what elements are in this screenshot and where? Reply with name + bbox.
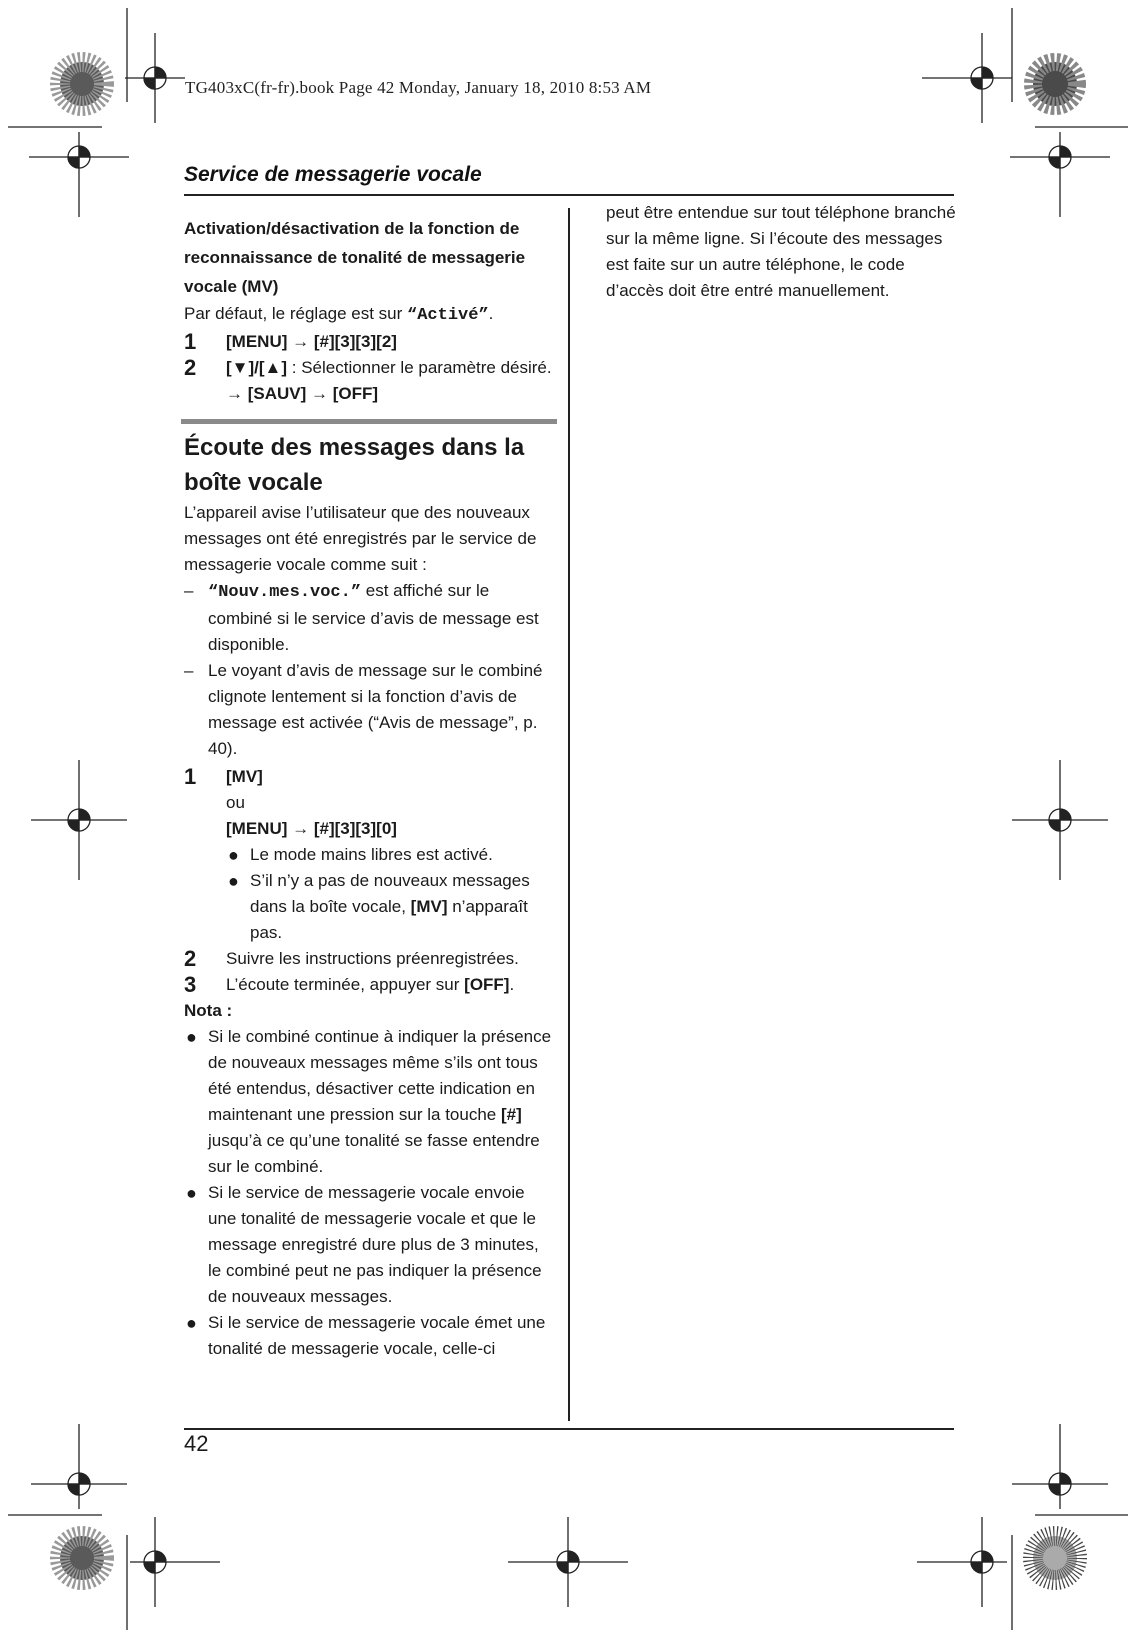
bullet-item: ● Le mode mains libres est activé. xyxy=(226,842,554,868)
page-number: 42 xyxy=(184,1431,209,1456)
sub-heading: Activation/désactivation de la fonction de reconnaissance de tonalité de messagerie vocale (MV) xyxy=(184,219,526,296)
nota-label: Nota : xyxy=(184,1001,233,1020)
default-setting: Par défaut, le réglage est sur “Activé”. xyxy=(184,304,494,325)
bullet-icon: ● xyxy=(186,1183,197,1203)
bullet-icon: ● xyxy=(186,1313,197,1333)
note-item: ● Si le combiné continue à indiquer la présence de nouveaux messages même s’ils ont tous été entendus, désactiver cette indication en maintenant une pression sur la touche [#] jusqu’à ce qu’une tonalité se fasse entendre sur le combiné. xyxy=(184,1024,554,1180)
print-header: TG403xC(fr-fr).book Page 42 Monday, January 18, 2010 8:53 AM xyxy=(185,78,652,97)
section-title: Service de messagerie vocale xyxy=(184,163,482,186)
bullet-icon: ● xyxy=(186,1027,197,1047)
note-item: ● Si le service de messagerie vocale envoie une tonalité de messagerie vocale et que le message enregistré dure plus de 3 minutes, le combiné peut ne pas indiquer la présence de nouveaux messages. xyxy=(184,1180,554,1310)
listen-step-1: 1 [MV] ou [MENU] → [#][3][3][0] ● Le mode mains libres est activé. ● S’il n’y a pas de nouveaux messages dans la boîte vocale, [MV] n’apparaît pas. xyxy=(184,764,554,946)
bullet-icon: ● xyxy=(228,845,239,865)
title-rule xyxy=(184,194,954,196)
intro-paragraph: L’appareil avise l’utilisateur que des nouveaux messages ont été enregistrés par le service de messagerie vocale comme suit : xyxy=(184,503,537,574)
bullet-item: ● S’il n’y a pas de nouveaux messages dans la boîte vocale, [MV] n’apparaît pas. xyxy=(226,868,554,946)
bullet-icon: ● xyxy=(228,871,239,891)
continued-text: peut être entendue sur tout téléphone branché sur la même ligne. Si l’écoute des messages est faite sur un autre téléphone, le code d’accès doit être entré manuellement. xyxy=(606,203,956,300)
listen-step-3: 3 L’écoute terminée, appuyer sur [OFF]. xyxy=(184,972,515,997)
dash-item: – “Nouv.mes.voc.” est affiché sur le combiné si le service d’avis de message est disponible. xyxy=(184,581,539,654)
footer-rule xyxy=(184,1428,954,1430)
section-rule xyxy=(181,419,557,424)
listening-heading: Écoute des messages dans la boîte vocale xyxy=(184,434,525,496)
listen-step-2: 2 Suivre les instructions préenregistrées. xyxy=(184,946,519,971)
note-item: ● Si le service de messagerie vocale émet une tonalité de messagerie vocale, celle-ci xyxy=(184,1310,554,1362)
step-2: 2 [▼]/[▲] : Sélectionner le paramètre désiré. → [SAUV] → [OFF] xyxy=(184,355,552,403)
step-1: 1 [MENU] → [#][3][3][2] xyxy=(184,329,397,354)
column-divider xyxy=(568,208,570,1421)
right-column xyxy=(606,200,956,304)
dash-item: – Le voyant d’avis de message sur le combiné clignote lentement si la fonction d’avis de message est activée (“Avis de message”, p. 40). xyxy=(184,661,543,758)
left-column xyxy=(184,214,554,1362)
